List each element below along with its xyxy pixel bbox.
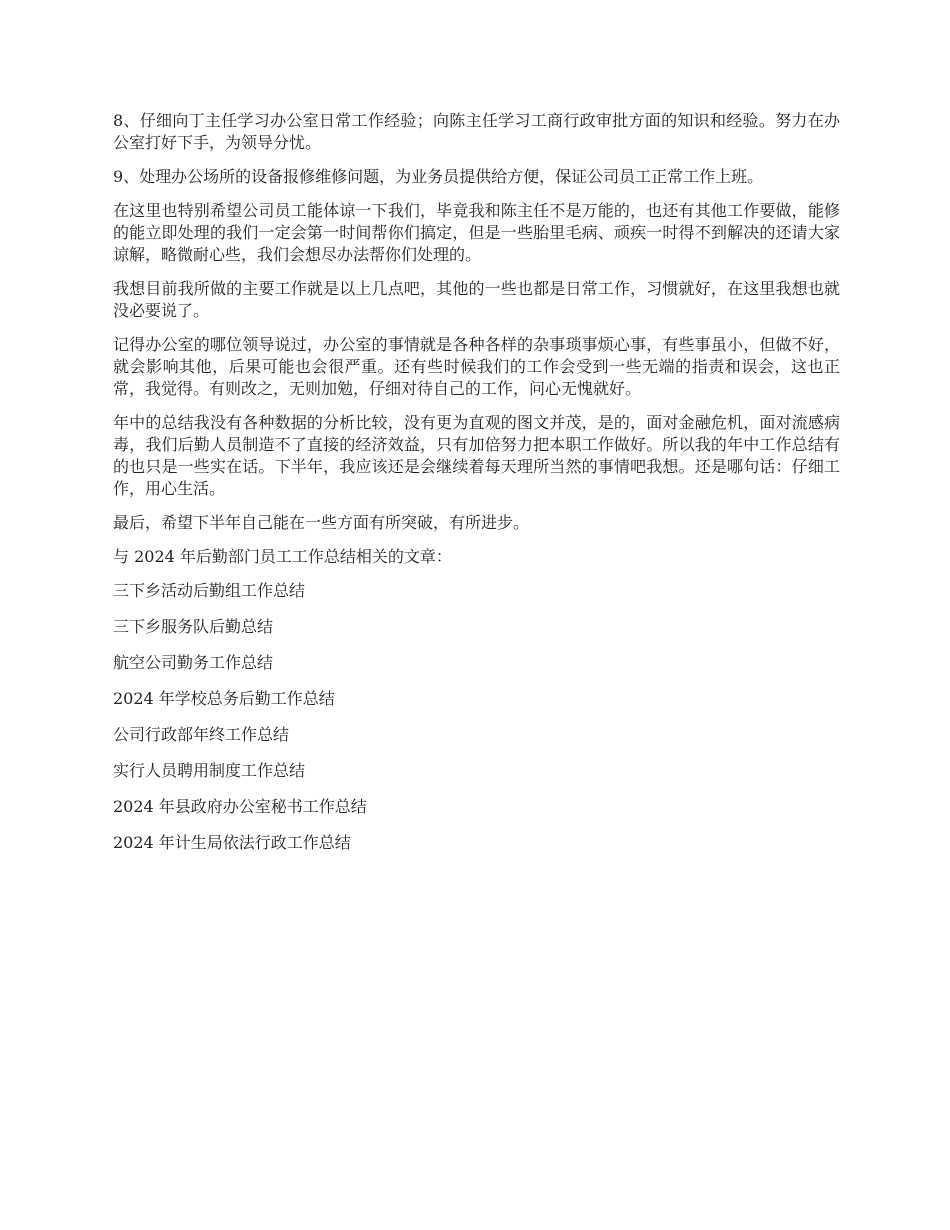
related-article-link[interactable]: 三下乡活动后勤组工作总结 [113, 581, 306, 600]
related-article-link[interactable]: 公司行政部年终工作总结 [113, 725, 290, 744]
paragraph: 在这里也特别希望公司员工能体谅一下我们，毕竟我和陈主任不是万能的，也还有其他工作要做，能修的能立即处理的我们一定会第一时间帮你们搞定，但是一些胎里毛病、顽疾一时得不到解决的还请大家谅解，略微耐心些，我们会想尽办法帮你们处理的。 [113, 201, 840, 264]
paragraph: 8、仔细向丁主任学习办公室日常工作经验；向陈主任学习工商行政审批方面的知识和经验。努力在办公室打好下手，为领导分忧。 [113, 111, 840, 152]
related-article-link[interactable]: 2024 年学校总务后勤工作总结 [113, 689, 335, 708]
paragraph: 最后，希望下半年自己能在一些方面有所突破，有所进步。 [113, 513, 530, 532]
related-article-link[interactable]: 航空公司勤务工作总结 [113, 653, 274, 672]
related-article-link[interactable]: 2024 年县政府办公室秘书工作总结 [113, 797, 367, 816]
related-article-link[interactable]: 三下乡服务队后勤总结 [113, 617, 274, 636]
paragraph: 年中的总结我没有各种数据的分析比较，没有更为直观的图文并茂，是的，面对金融危机，面对流感病毒，我们后勤人员制造不了直接的经济效益，只有加倍努力把本职工作做好。所以我的年中工作总结有的也只是一些实在话。下半年，我应该还是会继续着每天理所当然的事情吧我想。还是哪句话：仔细工作，用心生活。 [113, 413, 840, 498]
paragraph: 记得办公室的哪位领导说过，办公室的事情就是各种各样的杂事琐事烦心事，有些事虽小，但做不好，就会影响其他，后果可能也会很严重。还有些时候我们的工作会受到一些无端的指责和误会，这也正常，我觉得。有则改之，无则加勉，仔细对待自己的工作，问心无愧就好。 [113, 335, 840, 398]
related-articles-list [113, 580, 840, 854]
paragraph: 9、处理办公场所的设备报修维修问题，为业务员提供给方便，保证公司员工正常工作上班。 [113, 167, 764, 186]
related-articles-heading: 与 2024 年后勤部门员工工作总结相关的文章： [113, 547, 452, 566]
related-article-link[interactable]: 实行人员聘用制度工作总结 [113, 761, 306, 780]
paragraph: 我想目前我所做的主要工作就是以上几点吧，其他的一些也都是日常工作，习惯就好，在这里我想也就没必要说了。 [113, 279, 840, 320]
related-article-link[interactable]: 2024 年计生局依法行政工作总结 [113, 833, 351, 852]
